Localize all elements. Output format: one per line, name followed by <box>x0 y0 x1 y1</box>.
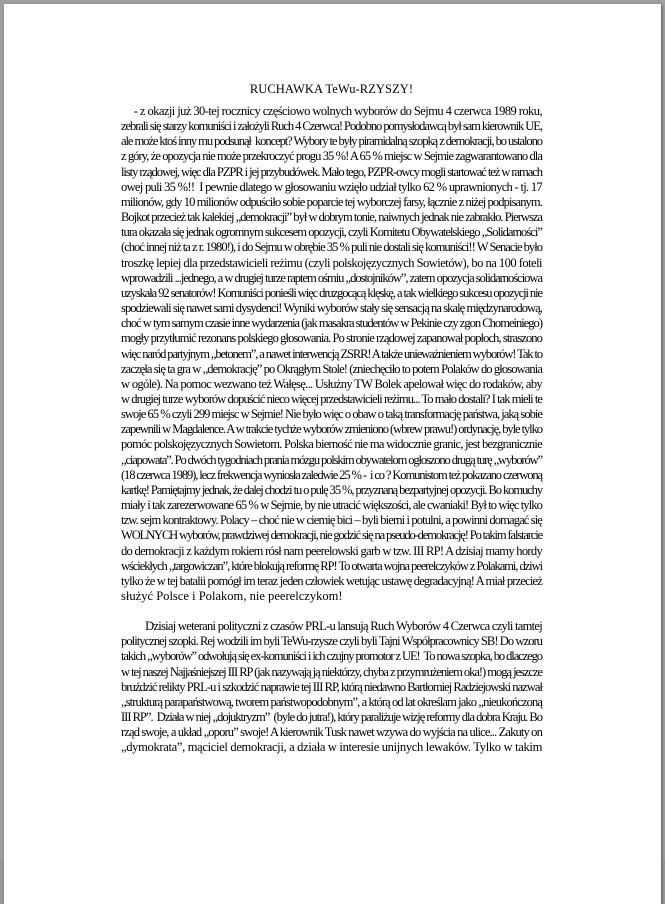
text-line: owej puli 35 %!! I pewnie dlatego w głosowaniu wzięło udział tylko 62 % uprawnionych - tj. 17 <box>121 179 542 194</box>
text-line: bruździć relikty PRL-u i szkodzić naprawie tej III RP, którą niedawno Bartłomiej Radziejowski nazwał <box>121 679 542 694</box>
document-title: RUCHAWKA TeWu-RZYSZY! <box>249 82 414 96</box>
text-line: Bojkot przecież tak kalekiej „demokracji” był w dobrym tonie, naiwnych jednak nie zabrakło. Pierwsza <box>121 210 542 225</box>
paragraph-1 <box>121 104 542 604</box>
text-line: w drugiej turze wyborów dopuścić nieco więcej przedstawicieli reżimu... To mało dostali? I tak mieli te <box>121 391 542 406</box>
text-line: więc naród partyjnym „betonem”, a nawet interwencją ZSRR! A także unieważnieniem wyborów! Tak to <box>121 346 542 361</box>
paragraph-2 <box>121 619 542 755</box>
paragraph-spacer <box>121 604 542 619</box>
text-line: tura okazała się jednak ogromnym sukcesem opozycji, czyli Komitetu Obywatelskiego „Solidarności” <box>121 225 542 240</box>
text-line: zebrali się starzy komuniści i założyli Ruch 4 Czerwca! Podobno pomysłodawcą był sam kierownik UE, <box>121 119 542 134</box>
text-line: „strukturą parapaństwową, tworem państwopodobnym”, a którą od lat określam jako „nieukończoną <box>121 694 542 709</box>
text-line: kartkę! Pamiętajmy jednak, że dalej chodzi tu o pulę 35 %, przyznaną bezpartyjnej opozycji. Bo komuchy <box>121 482 542 497</box>
text-line: - z okazji już 30-tej rocznicy częściowo wolnych wyborów do Sejmu 4 czerwca 1989 roku, <box>121 104 542 118</box>
text-line: tylko że w tej batalii pomógł im teraz jeden człowiek wetując ustawę degradacyjną! A miał przecież <box>121 573 542 588</box>
text-line: politycznej szopki. Rej wodzili im byli TeWu-rzysze czyli byli Tajni Współpracownicy SB! Do wzoru <box>121 634 543 649</box>
text-line: III RP”. Działa w niej „dojuktryzm” (byle do jutra!), który paraliżuje wizję reformy dla dobra Kraju. Bo <box>121 710 542 725</box>
text-line: spodziewali się nawet sami dysydenci! Wyniki wyborów stały się sensacją na skalę międzynarodową, <box>121 301 542 316</box>
text-line: (18 czerwca 1989), lecz frekwencja wyniosła zaledwie 25 % - i co ? Komunistom też pokazano czerwoną <box>121 467 542 482</box>
text-line: wściekłych „targowiczan”, które blokują reformę RP! To otwarta wojna peerelczyków z Polakami, dziwi <box>121 558 542 573</box>
text-line: tzw. sejm kontraktowy. Polacy – choć nie w ciemię bici – byli bierni i potulni, a powinni domagać się <box>121 513 542 528</box>
text-line: miały i tak zarezerwowane 65 % w Sejmie, by nie utracić większości, ale cwaniaki! Był to więc tylko <box>121 498 542 513</box>
text-line: listy rządowej, więc dla PZPR i jej przybudówek. Mało tego, PZPR-owcy mogli startować też w ramach <box>121 164 542 179</box>
text-line: choć w tym samym czasie inne wydarzenia (jak masakra studentów w Pekinie czy zgon Chomeiniego) <box>121 316 542 331</box>
text-line: wprowadzili ...jednego, a w drugiej turze raptem ośmiu „dostojników”, zatem opozycja solidarnościowa <box>121 270 542 285</box>
text-line: zaczęła się ta gra w „demokrację” po Okrągłym Stole! (zniechęciło to potem Polaków do głosowania <box>121 361 542 376</box>
document-page <box>4 4 661 904</box>
text-line: ale może ktoś inny mu podsunął koncept? Wybory te były piramidalną szopką z demokracji, bo ustalono <box>121 134 542 149</box>
text-line: w ogóle). Na pomoc wezwano też Wałęsę... Usłużny TW Bolek apelował więc do rodaków, aby <box>121 376 542 391</box>
text-line: mogły przytłumić rezonans polskiego głosowania. Po stronie rządowej zapanował popłoch, straszono <box>121 331 542 346</box>
text-line: Dzisiaj weterani polityczni z czasów PRL-u lansują Ruch Wyborów 4 Czerwca czyli tamtej <box>121 619 542 634</box>
text-line: do demokracji z każdym rokiem rósł nam peerelowski garb w tzw. III RP! A dzisiaj mamy hordy <box>121 543 543 558</box>
text-line: służyć Polsce i Polakom, nie peerelczykom! <box>121 589 343 603</box>
text-line: z góry, że opozycja nie może przekroczyć progu 35 %! A 65 % miejsc w Sejmie zagwarantowano dla <box>121 149 542 164</box>
text-line: uzyskała 92 senatorów! Komuniści ponieśli więc druzgocącą klęskę, a tak wielkiego sukcesu opozycji nie <box>121 285 542 300</box>
document-content <box>121 82 542 756</box>
text-line: troszkę lepiej dla przedstawicieli reżimu (czyli polskojęzycznych Sowietów), bo na 100 foteli <box>121 255 542 270</box>
text-line: rząd swoje, a układ „oporu” swoje! A kierownik Tusk nawet wzywa do wyjścia na ulice... Zakuty on <box>121 725 542 740</box>
text-line: „dymokrata”, mąciciel demokracji, a działa w interesie unijnych lewaków. Tylko w takim <box>121 740 542 755</box>
text-line: (choć innej niż ta z r. 1980!), i do Sejmu w obrębie 35 % puli nie dostali się komuniści!! W Senacie było <box>121 240 542 255</box>
text-line: takich „wyborów” odwołują się ex-komuniści i ich czujny promotor z UE! To nowa szopka, bo dlaczego <box>121 649 542 664</box>
text-line: „ciapowata”. Po dwóch tygodniach prania mózgu polskim obywatelom ogłoszono drugą turę „wyborów” <box>121 452 542 467</box>
text-line: WOLNYCH wyborów, prawdziwej demokracji, nie godzić się na pseudo-demokrację! Po takim falstarcie <box>121 528 542 543</box>
text-line: milionów, gdy 10 milionów odpuściło sobie poparcie tej wyborczej farsy, łącznie z niżej podpisanym. <box>121 194 542 209</box>
text-line: swoje 65 % czyli 299 miejsc w Sejmie! Nie było więc o obaw o taką transformację państwa, jaką sobie <box>121 407 542 422</box>
text-line: zapewnili w Magdalence. A w trakcie tychże wyborów zmieniono (wbrew prawu!) ordynację, byle tylko <box>121 422 542 437</box>
text-line: pomóc polskojęzycznych Sowietom. Polska bierność nie ma widocznie granic, jest bezgranicznie <box>121 437 542 452</box>
text-line: w tej naszej Najjaśniejszej III RP (jak nazywają ją niektórzy, chyba z przymrużeniem oka!) mogą jeszcze <box>121 664 542 679</box>
